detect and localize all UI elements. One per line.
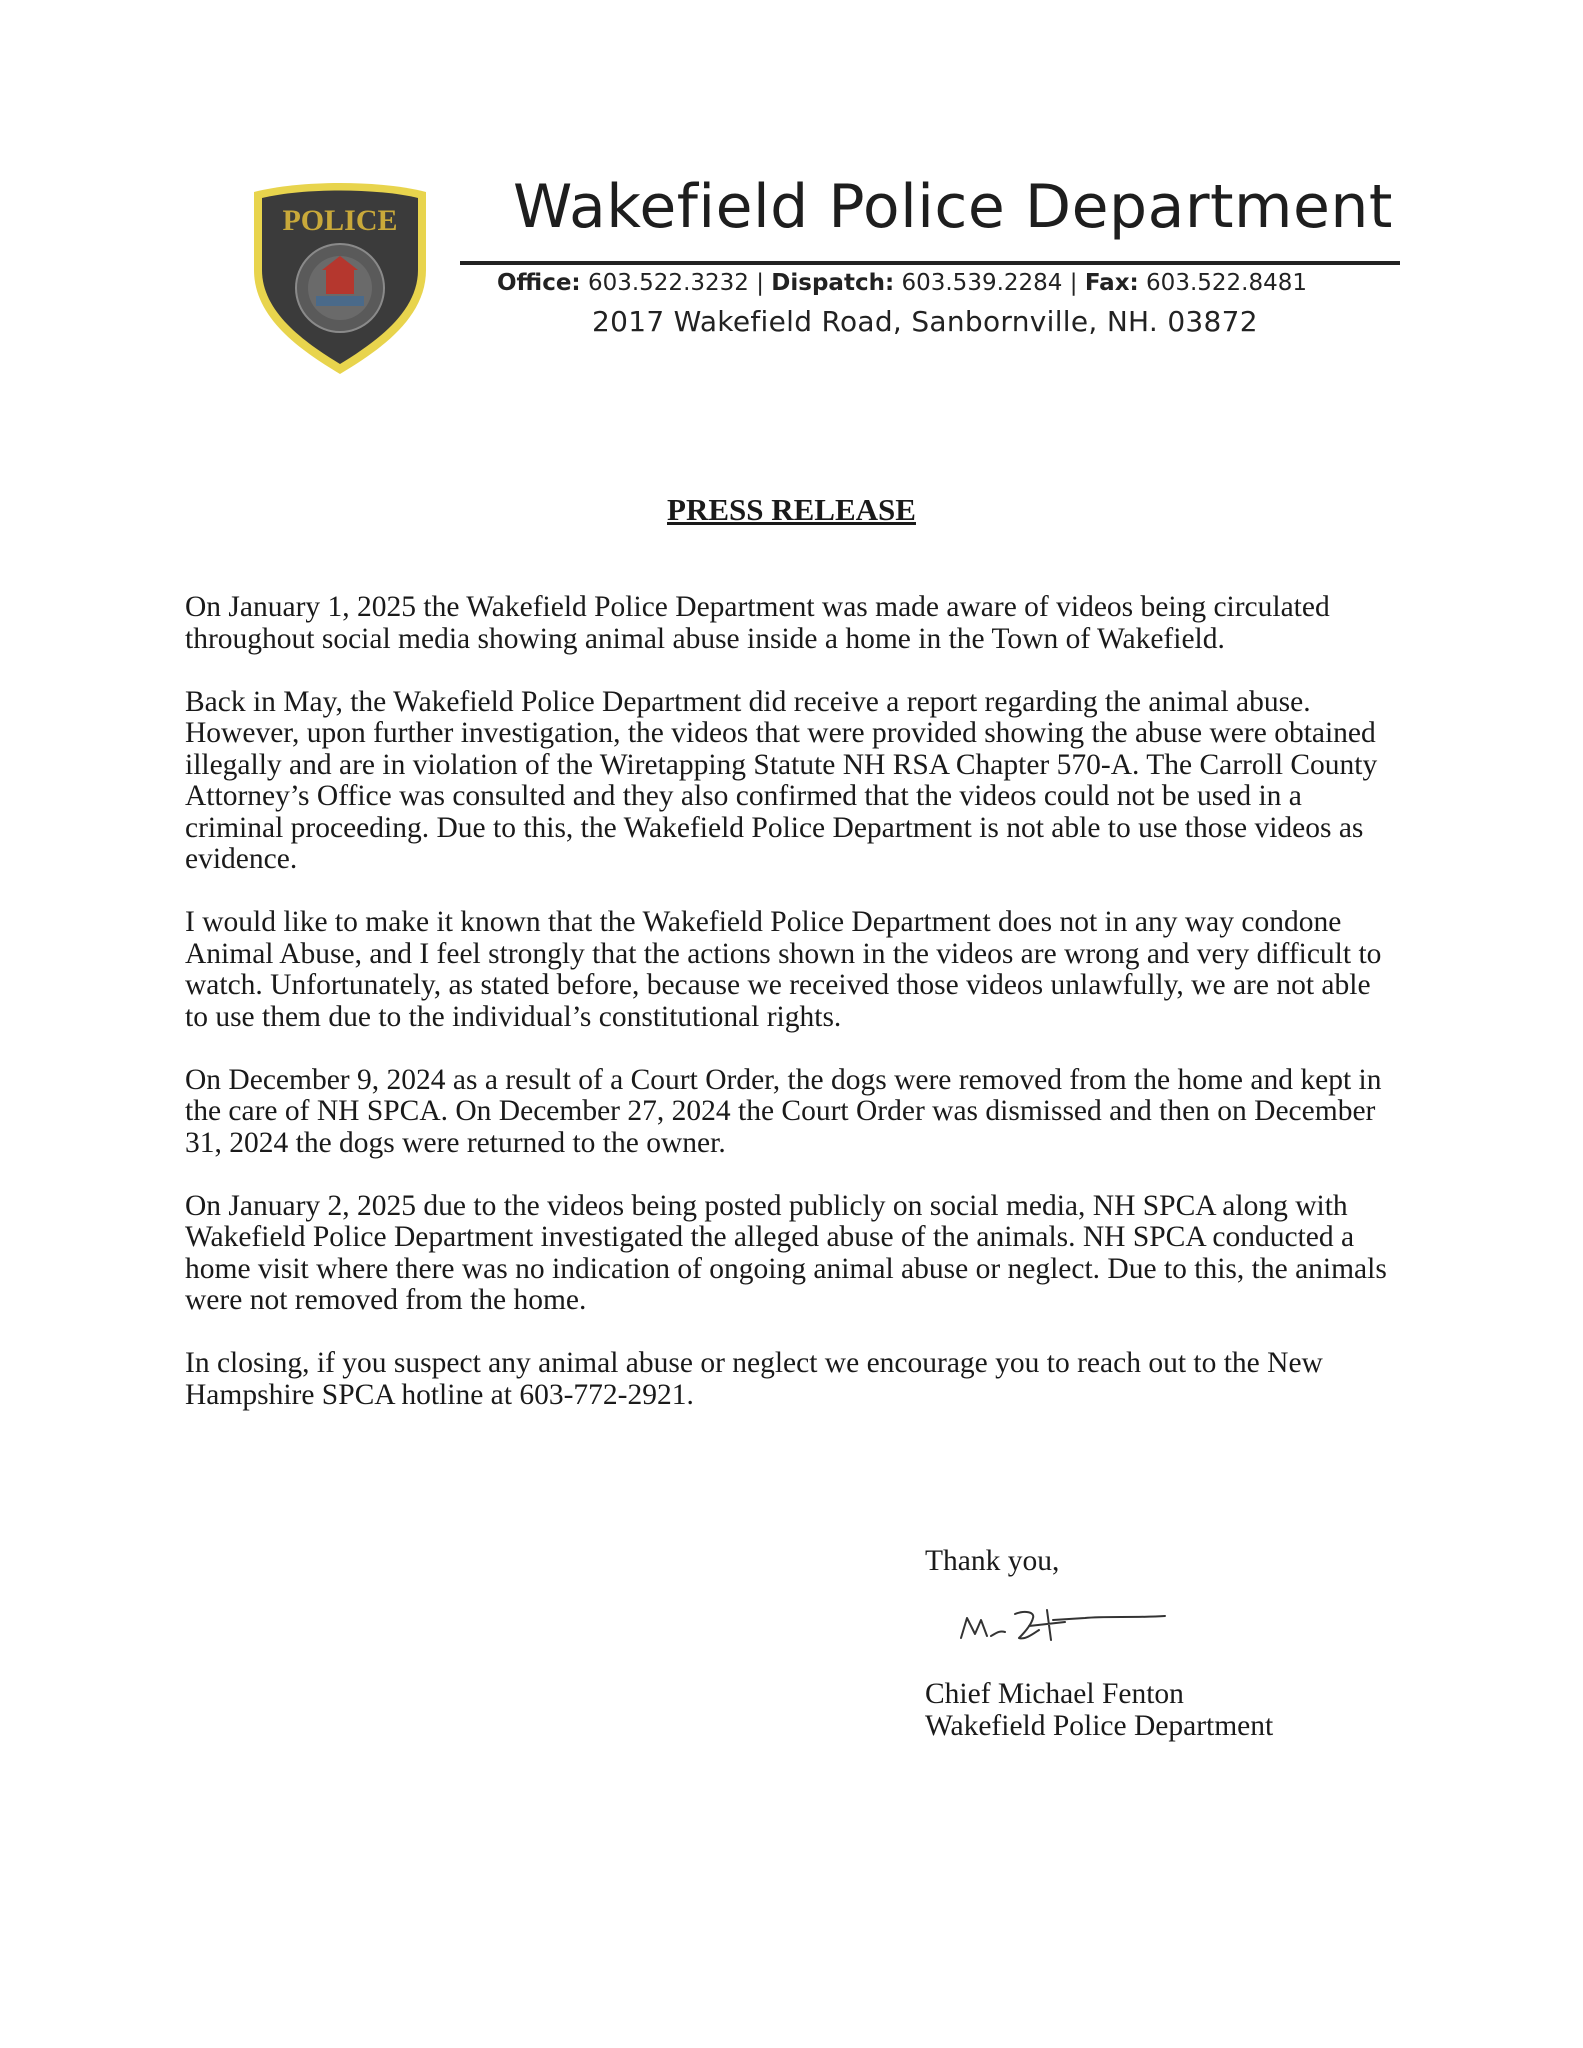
paragraph: In closing, if you suspect any animal abuse or neglect we encourage you to reach out to the New Hampshire SPCA hotline at 603-772-2921. xyxy=(185,1347,1323,1411)
office-label: Office: xyxy=(497,270,581,296)
signer-organization: Wakefield Police Department xyxy=(925,1710,1274,1742)
fax-label: Fax: xyxy=(1084,270,1139,296)
police-badge-logo xyxy=(240,178,440,378)
paragraph: On December 9, 2024 as a result of a Court Order, the dogs were removed from the home and kept in the care of NH SPCA. On December 27, 2024 the Court Order was dismissed and then on December 31, 2024 the dogs were returned to the owner. xyxy=(185,1063,1382,1159)
contact-line xyxy=(497,270,1307,296)
address-line: 2017 Wakefield Road, Sanbornville, NH. 03872 xyxy=(592,305,1258,338)
dispatch-label: Dispatch: xyxy=(771,270,895,296)
office-number: 603.522.3232 xyxy=(587,270,749,296)
signer-name: Chief Michael Fenton xyxy=(925,1678,1184,1710)
press-release-heading: PRESS RELEASE xyxy=(667,492,916,527)
dispatch-number: 603.539.2284 xyxy=(901,270,1063,296)
paragraph: On January 1, 2025 the Wakefield Police Department was made aware of videos being circulated throughout social media showing animal abuse inside a home in the Town of Wakefield. xyxy=(185,591,1330,655)
paragraph: Back in May, the Wakefield Police Department did receive a report regarding the animal abuse. However, upon further investigation, the videos that were provided showing the abuse were obtained illegally and are in violation of the Wiretapping Statute NH RSA Chapter 570-A. The Carroll County Attorney’s Office was consulted and they also confirmed that the videos could not be used in a criminal proceeding. Due to this, the Wakefield Police Department is not able to use those videos as evidence. xyxy=(185,685,1378,875)
signature xyxy=(955,1600,1175,1660)
separator: | xyxy=(756,270,764,296)
paragraph: I would like to make it known that the Wakefield Police Department does not in any way condone Animal Abuse, and I feel strongly that the actions shown in the videos are wrong and very difficult to watch. Unfortunately, as stated before, because we received those videos unlawfully, we are not able to use them due to the individual’s constitutional rights. xyxy=(185,906,1382,1033)
letterhead-divider xyxy=(460,261,1400,265)
paragraph: On January 2, 2025 due to the videos being posted publicly on social media, NH SPCA along with Wakefield Police Department investigated the alleged abuse of the animals. NH SPCA conducted a home visit where there was no indication of ongoing animal abuse or neglect. Due to this, the animals were not removed from the home. xyxy=(185,1189,1387,1316)
separator: | xyxy=(1069,270,1078,296)
closing-text: Thank you, xyxy=(925,1545,1060,1577)
body-text xyxy=(185,592,1400,1443)
department-title: Wakefield Police Department xyxy=(513,172,1393,242)
fax-number: 603.522.8481 xyxy=(1146,270,1308,296)
badge-text: POLICE xyxy=(282,204,398,237)
signer-block xyxy=(925,1678,1273,1742)
